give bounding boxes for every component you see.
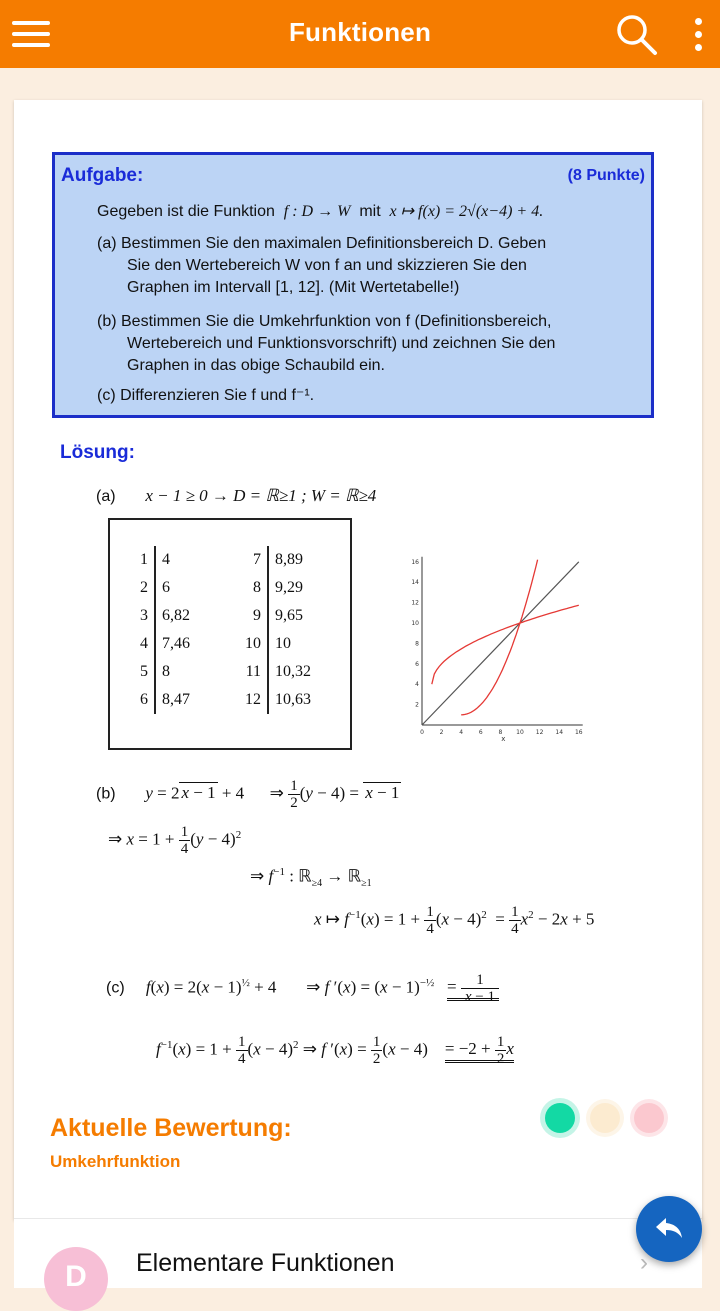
table-spacer (199, 686, 241, 714)
x-tick-label: 2 (439, 729, 444, 736)
solution-b-line2: ⇒ x = 1 + $\frac{1}{4}$ $(y - 4)^2$ (108, 824, 242, 857)
table-row (136, 574, 315, 602)
task-c-line: (c) Differenzieren Sie f und f⁻¹. (97, 387, 315, 404)
y-tick-label: 2 (415, 701, 419, 709)
inverse-curve (461, 560, 537, 715)
rating-yellow-button[interactable] (590, 1103, 620, 1133)
table-row (136, 630, 315, 658)
x-tick-label: 4 (459, 729, 464, 736)
reply-icon (654, 1216, 684, 1242)
table-cell-x1: 5 (140, 663, 148, 680)
y-tick-label: 16 (411, 558, 419, 566)
y-tick-label: 14 (411, 579, 419, 587)
next-topic-card[interactable] (14, 1218, 702, 1293)
solution-heading: Lösung: (60, 442, 135, 463)
value-table (136, 546, 315, 714)
table-cell-y1: 8,47 (155, 686, 199, 714)
rating-subtitle: Umkehrfunktion (50, 1152, 181, 1171)
reply-button[interactable] (636, 1196, 702, 1262)
x-tick-label: 10 (516, 729, 524, 736)
table-cell-y2: 10 (268, 630, 315, 658)
chevron-right-icon: › (640, 1249, 648, 1276)
task-b-line1: (b) Bestimmen Sie die Umkehrfunktion von f (Definitionsbereich, (97, 313, 552, 330)
y-tick-label: 6 (415, 660, 419, 668)
task-a-line1: (a) Bestimmen Sie den maximalen Definitionsbereich D. Geben (97, 235, 547, 252)
x-tick-label: 14 (555, 729, 564, 736)
topic-avatar: D (44, 1247, 108, 1311)
solution-a-line: (a) x − 1 ≥ 0 → D = ℝ≥1 ; W = ℝ≥4 (96, 486, 377, 505)
task-heading: Aufgabe: (61, 165, 144, 186)
app-bar (0, 0, 720, 68)
task-points: (8 Punkte) (567, 167, 645, 184)
content-card (14, 100, 702, 1220)
x-tick-label: 12 (535, 729, 544, 736)
next-topic-title: Elementare Funktionen (136, 1249, 395, 1277)
table-cell-y2: 9,29 (268, 574, 315, 602)
task-a-line3: Graphen im Intervall [1, 12]. (Mit Wertetabelle!) (127, 279, 460, 296)
rating-title: Aktuelle Bewertung: (50, 1114, 292, 1142)
task-box (52, 152, 654, 418)
table-cell-x2: 9 (253, 607, 261, 624)
table-row (136, 546, 315, 574)
table-cell-x2: 7 (253, 551, 261, 568)
task-b-line3: Graphen in das obige Schaubild ein. (127, 357, 385, 374)
table-row (136, 658, 315, 686)
solution-c-line1: (c) $f(x) = 2(x - 1)^{\frac{1}{2}} + 4$ ⇒ f $'(x) = (x - 1)^{-\frac{1}{2}}$ = $\frac{1}{x - 1}$ (106, 972, 499, 1005)
x-tick-label: 6 (478, 729, 483, 736)
table-spacer (199, 546, 241, 574)
function-curve (432, 605, 579, 684)
table-row (136, 602, 315, 630)
table-cell-x2: 11 (245, 663, 261, 680)
table-cell-y2: 8,89 (268, 546, 315, 574)
x-tick-label: 0 (420, 729, 424, 736)
rating-red-button[interactable] (634, 1103, 664, 1133)
table-cell-x1: 2 (140, 579, 148, 596)
x-tick-label: 16 (574, 729, 583, 736)
function-graph (400, 550, 583, 743)
solution-c-line2: $f^{-1}(x) = 1$ + $\frac{1}{4}$ $(x - 4)^2$ ⇒ f ′(x) = $\frac{1}{2}$ (x − 4) = −2 + $\frac{1}{2}$ x (156, 1034, 514, 1067)
solution-b-line1: (b) y = 2 x − 1 + 4 ⇒ $\frac{1}{2}$ (y − 4) = x − 1 (96, 778, 400, 811)
value-table-box (108, 518, 352, 750)
x-axis-label: x (501, 735, 506, 743)
table-cell-x1: 1 (140, 551, 148, 568)
rating-green-button[interactable] (545, 1103, 575, 1133)
table-cell-y2: 10,63 (268, 686, 315, 714)
table-spacer (199, 602, 241, 630)
table-cell-x2: 10 (245, 635, 261, 652)
y-tick-label: 10 (411, 620, 419, 627)
solution-b-line4: x ↦ $f^{-1}(x) = 1$ + $\frac{1}{4}$ $(x - 4)^2$ = $\frac{1}{4}$ $x^2 - 2x + 5$ (314, 904, 595, 937)
task-b-line2: Wertebereich und Funktionsvorschrift) und zeichnen Sie den (127, 335, 556, 352)
task-a-line2: Sie den Wertebereich W von f an und skizzieren Sie den (127, 257, 527, 274)
solution-b-line3: ⇒ $f^{-1}$ : ℝ$_{\ge 4}$ → ℝ$_{\ge 1}$ (250, 866, 372, 890)
identity-line (422, 562, 579, 725)
table-cell-y2: 9,65 (268, 602, 315, 630)
table-spacer (199, 574, 241, 602)
y-tick-label: 12 (411, 599, 419, 607)
table-spacer (199, 630, 241, 658)
table-cell-x2: 12 (245, 691, 261, 708)
search-icon[interactable] (612, 10, 660, 58)
table-cell-y2: 10,32 (268, 658, 315, 686)
table-cell-x1: 3 (140, 607, 148, 624)
y-tick-label: 4 (415, 681, 419, 689)
table-cell-y1: 6,82 (155, 602, 199, 630)
app-title: Funktionen (288, 17, 432, 47)
table-cell-y1: 6 (155, 574, 199, 602)
x-tick-label: 8 (498, 729, 503, 736)
table-cell-y1: 8 (155, 658, 199, 686)
table-spacer (199, 658, 241, 686)
y-tick-label: 8 (415, 640, 419, 648)
table-cell-x1: 6 (140, 691, 148, 708)
table-cell-x2: 8 (253, 579, 261, 596)
table-cell-y1: 4 (155, 546, 199, 574)
table-cell-x1: 4 (140, 635, 148, 652)
more-vert-icon[interactable] (684, 12, 712, 56)
task-intro: Gegeben ist die Funktion f : D → W mit x ↦ f(x) = 2√(x−4) + 4. (97, 203, 544, 220)
table-row (136, 686, 315, 714)
table-cell-y1: 7,46 (155, 630, 199, 658)
